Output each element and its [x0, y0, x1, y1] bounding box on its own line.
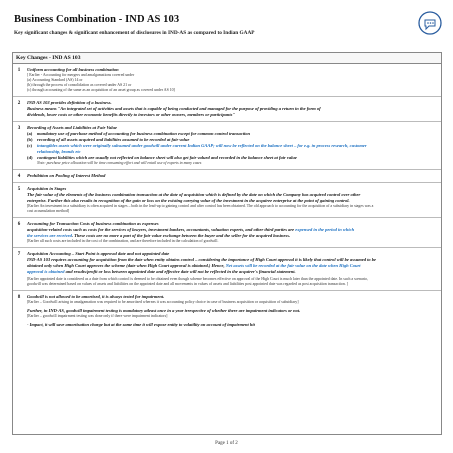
row-text: [Earlier – Goodwill arising in amalgamation was required to be amortised whereas it was accounting policy choice in case of business acquisition or acquisition of subsidiary] — [27, 300, 299, 304]
chat-bubble-logo-icon — [417, 10, 443, 36]
row-number: 7 — [17, 252, 21, 257]
key-changes-table — [12, 52, 442, 435]
row-text: [Earlier An investment in a subsidiary is often acquired in stages – both in the lead-up to gaining control and after control has been obtained. The old approach to accounting for the acquisition of a subsidiary in stages was a — [27, 204, 374, 208]
row-text: recording of all assets acquired and liabilities assumed to be recorded at fair value — [37, 137, 190, 142]
item-label: (c) — [27, 143, 32, 148]
row-text: acquisition-related costs such as costs for the services of lawyers, investment bankers, accountants, valuation experts, and other third parties are — [27, 227, 296, 232]
row-text-highlight: the services are received — [27, 233, 72, 238]
row-text: The fair value of the elements of the business combination transaction at the date of acquisition which is defined by the date on which the Company has acquired control over other — [27, 192, 361, 197]
row-number: 1 — [17, 68, 21, 73]
row-text-highlight: expensed in the period in which — [295, 227, 355, 232]
row-text: (b) through the process of consolidation as covered under AS 21 or — [27, 83, 132, 87]
row-text: cost accumulation method] — [27, 209, 70, 213]
row-number: 4 — [17, 174, 21, 179]
row-number: 2 — [17, 101, 21, 106]
row-text: Further, in IND-AS, goodwill impairment testing is mandatory atleast once in a year irrespective of whether there are impairment indicators or not. — [27, 308, 301, 313]
table-row — [13, 218, 441, 248]
row-heading: Accounting for Transaction Costs of business combination as expenses — [27, 221, 159, 226]
row-text: contingent liabilities which are usually not reflected on balance sheet will also get fair valued and recorded in the balance sheet at fair value — [37, 155, 297, 160]
table-rows — [13, 64, 441, 331]
document-title: Business Combination - IND AS 103 — [14, 14, 180, 25]
document-subtitle: Key significant changes & significant enhancement of disclosures in IND-AS as compared to Indian GAAP — [14, 30, 255, 36]
row-number: 6 — [17, 222, 21, 227]
row-text: [ Earlier - Accounting for mergers and amalgamations covered under — [27, 73, 135, 77]
row-number: 5 — [17, 187, 21, 192]
table-row — [13, 97, 441, 122]
table-row — [13, 291, 441, 331]
table-row — [13, 248, 441, 291]
row-number: 8 — [17, 295, 21, 300]
row-text: obtained only when High Court approves the scheme (date when High Court approval is obtained.) Hence, — [27, 263, 226, 268]
item-label: (b) — [27, 137, 33, 142]
row-text: dividends, lower costs or other economic benefits directly to investors or other owners, members or participants" — [27, 112, 235, 117]
table-row — [13, 122, 441, 170]
row-heading: Uniform accounting for all business combination — [27, 67, 119, 72]
table-row — [13, 64, 441, 97]
row-heading: Recording of Assets and Liabilities at Fair Value — [27, 125, 117, 130]
row-text: - Impact, it will save amortisation charge but at the same time it will expose entity to volatility on account of impairment hit — [27, 322, 255, 327]
row-text: [Earlier – goodwill impairment testing was done only if there were impairment indicators] — [27, 314, 168, 318]
row-note: Note: purchase price allocation will be time consuming effort and will entail use of experts in many cases — [37, 161, 202, 165]
table-heading: Key Changes - IND AS 103 — [13, 53, 441, 64]
row-text: Business means "An integrated set of activities and assets that is capable of being conducted and managed for the purpose of providing a return in the form of — [27, 106, 321, 111]
row-heading: Prohibition on Pooling of Interest Method — [27, 173, 106, 178]
row-text: [Earlier appointed date is considered as a date from which control is deemed to be obtained even though scheme becomes effective on approval of the High Court is much later than the appointed date. In such a scenario, — [27, 277, 368, 281]
row-text-highlight: relationship, brands etc — [37, 149, 81, 154]
table-row — [13, 183, 441, 218]
row-text: mandatory use of purchase method of accounting for business combination except for common control transaction — [37, 131, 251, 136]
row-heading: IND AS 103 provides definition of a business. — [27, 100, 112, 105]
row-number: 3 — [17, 126, 21, 131]
row-text-highlight: intangibles assets which were originally subsumed under goodwill under current Indian GAAP; will now be reflected on the balance sheet – for e.g. in process research, customer — [37, 143, 367, 148]
row-text: enterprise. Further this also results in recognition of the gain or loss on the existing carrying value of the investment in the acquiree enterprise at the point of gaining control. — [27, 198, 350, 203]
page-number: Page 1 of 2 — [215, 441, 238, 446]
row-heading: Goodwill is not allowed to be amortised, it is always tested for impairment. — [27, 294, 165, 299]
row-text: and results/profit or loss between appointed date and effective date will not be reflected in the acquirer's financial statement. — [64, 269, 296, 274]
row-text-highlight: Net assets will be recorded at the fair value on the date when High Court — [225, 263, 361, 268]
row-text: IND-AS 103 requires accounting for acquisition from the date when entity obtains control – considering the importance of High Court approval it is likely that control will be assumed to be — [27, 257, 377, 262]
row-text: goodwill was determined based on values of assets and liabilities on the appointed date and all movements in values of assets and liabilities post appointed date was regarded as post acquisition transaction. ] — [27, 282, 349, 286]
item-label: (a) — [27, 131, 33, 136]
row-text-highlight: approval is obtained — [27, 269, 65, 274]
row-text: [Earlier all such costs are included in the cost of the combination, and are therefore included in the calculation of goodwill. — [27, 239, 219, 243]
table-row — [13, 170, 441, 183]
row-text: (a) Accounting Standard (AS) 14 or — [27, 78, 83, 82]
row-text: . These costs are no more a part of the fair value exchange between the buyer and the seller for the acquired business. — [71, 233, 291, 238]
item-label: (d) — [27, 155, 33, 160]
document-header — [14, 14, 414, 36]
row-heading: Acquisition in Stages — [27, 186, 67, 191]
row-heading: Acquisition Accounting – Start Point is approval date and not appointed date — [27, 251, 170, 256]
row-text: (c) through accounting of the same as an acquisition of an asset group as covered under AS 10] — [27, 88, 175, 92]
